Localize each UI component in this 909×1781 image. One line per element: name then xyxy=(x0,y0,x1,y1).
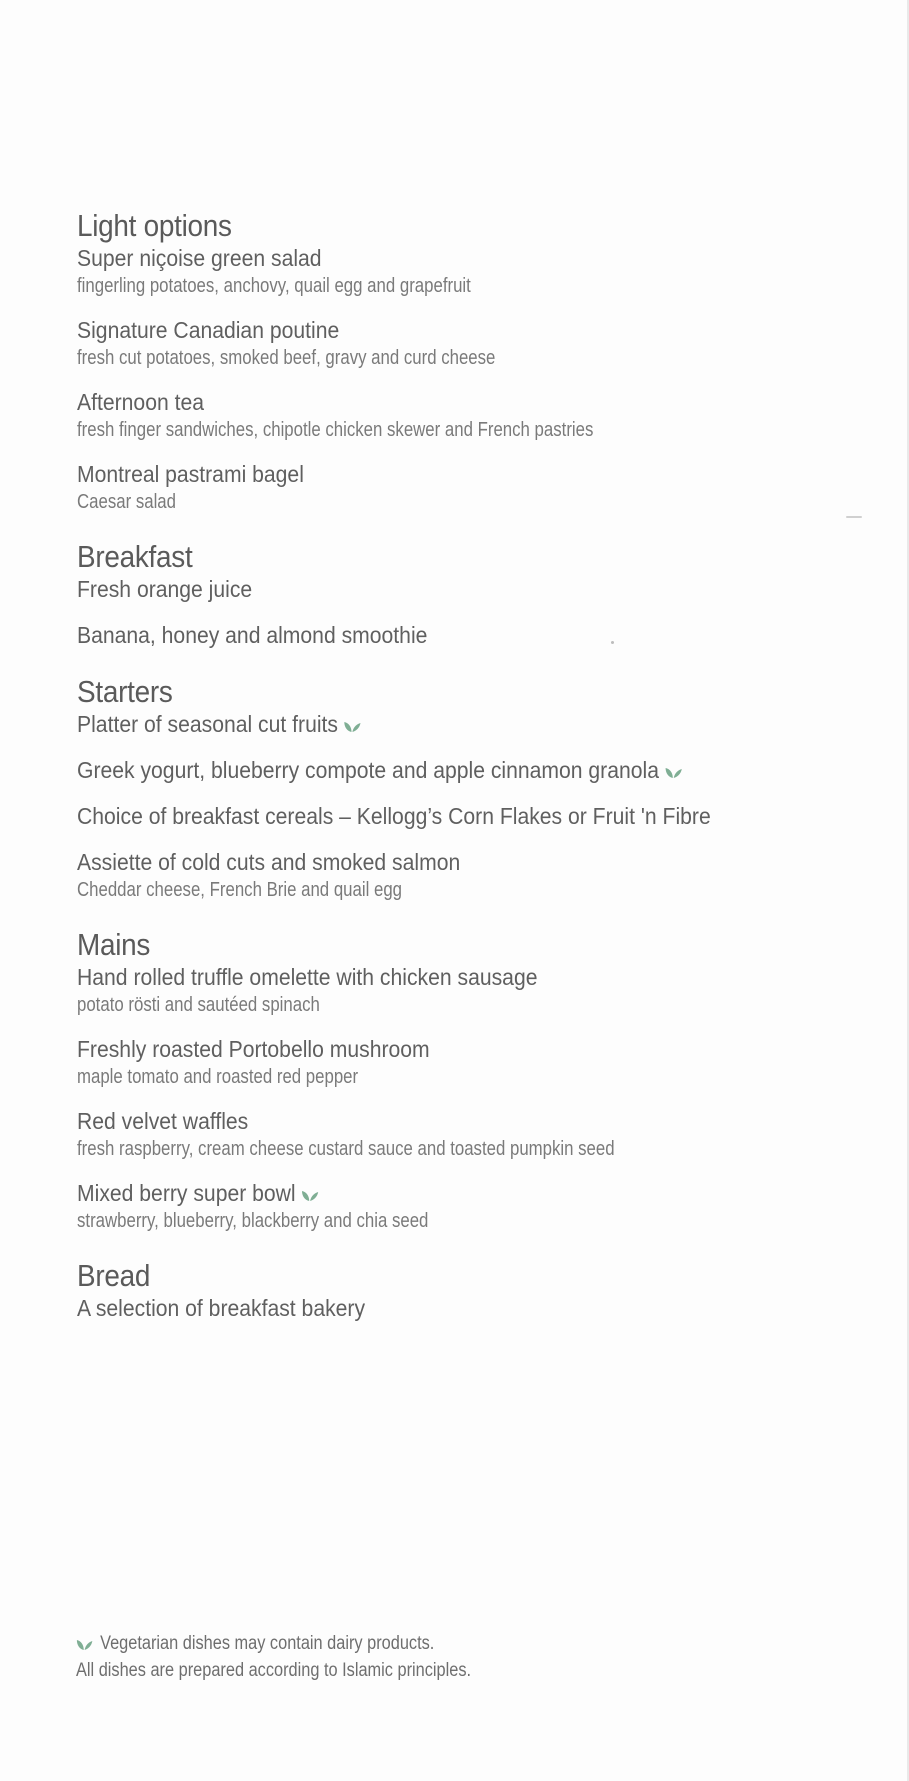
dish-name: Afternoon tea xyxy=(77,389,204,415)
menu-item xyxy=(77,1294,877,1323)
section-title: Bread xyxy=(77,1258,151,1293)
dish-name: Platter of seasonal cut fruits xyxy=(77,711,338,737)
footnote-vegetarian-line xyxy=(76,1630,678,1657)
dish-name: Signature Canadian poutine xyxy=(77,317,340,343)
menu-item xyxy=(77,848,877,903)
menu-item xyxy=(77,1179,877,1234)
dish-name-row xyxy=(77,963,797,992)
menu-section xyxy=(77,927,877,1234)
dish-description: fingerling potatoes, anchovy, quail egg and grapefruit xyxy=(77,275,471,297)
dish-name: Hand rolled truffle omelette with chicken sausage xyxy=(77,964,538,990)
section-title: Starters xyxy=(77,674,173,709)
dish-name: Freshly roasted Portobello mushroom xyxy=(77,1036,430,1062)
dish-name: Red velvet waffles xyxy=(77,1108,249,1134)
menu-item xyxy=(77,756,877,785)
menu-item xyxy=(77,316,877,371)
footnote xyxy=(76,1630,776,1684)
dish-name-row xyxy=(77,1107,797,1136)
menu-item xyxy=(77,460,877,515)
menu-item xyxy=(77,244,877,299)
dish-name-row xyxy=(77,316,797,345)
dish-description: strawberry, blueberry, blackberry and chia seed xyxy=(77,1210,429,1232)
leaf-icon xyxy=(343,719,361,733)
dish-description: Cheddar cheese, French Brie and quail egg xyxy=(77,879,403,901)
dish-description: fresh raspberry, cream cheese custard sauce and toasted pumpkin seed xyxy=(77,1138,615,1160)
menu-section xyxy=(77,674,877,903)
vegetarian-note: Vegetarian dishes may contain dairy products. xyxy=(100,1633,435,1654)
menu-item xyxy=(77,1107,877,1162)
leaf-icon xyxy=(301,1188,319,1202)
dish-name-row xyxy=(77,848,797,877)
dish-description: fresh finger sandwiches, chipotle chicken skewer and French pastries xyxy=(77,419,594,441)
menu-item xyxy=(77,710,877,739)
menu-item xyxy=(77,963,877,1018)
dish-name-row xyxy=(77,621,797,650)
dish-name: Montreal pastrami bagel xyxy=(77,461,304,487)
dish-name-row xyxy=(77,460,797,489)
menu xyxy=(77,208,877,1347)
dish-description: Caesar salad xyxy=(77,491,176,513)
menu-section xyxy=(77,208,877,515)
section-title: Breakfast xyxy=(77,539,193,574)
dish-name: Fresh orange juice xyxy=(77,576,253,602)
dish-name-row xyxy=(77,1179,797,1208)
dish-name-row xyxy=(77,756,797,785)
dish-name: Banana, honey and almond smoothie xyxy=(77,622,428,648)
menu-item xyxy=(77,1035,877,1090)
dish-name-row xyxy=(77,1035,797,1064)
menu-item xyxy=(77,802,877,831)
dish-name-row xyxy=(77,575,797,604)
dish-description: fresh cut potatoes, smoked beef, gravy and curd cheese xyxy=(77,347,496,369)
dish-name: Mixed berry super bowl xyxy=(77,1180,296,1206)
leaf-icon xyxy=(76,1637,93,1651)
leaf-icon xyxy=(664,765,682,779)
dish-name: Choice of breakfast cereals – Kellogg’s Corn Flakes or Fruit 'n Fibre xyxy=(77,803,711,829)
dish-name: Super niçoise green salad xyxy=(77,245,322,271)
dish-name: Assiette of cold cuts and smoked salmon xyxy=(77,849,461,875)
menu-section xyxy=(77,539,877,650)
dish-name: Greek yogurt, blueberry compote and apple cinnamon granola xyxy=(77,757,659,783)
section-title: Mains xyxy=(77,927,151,962)
dish-name-row xyxy=(77,710,797,739)
menu-item xyxy=(77,575,877,604)
dish-name: A selection of breakfast bakery xyxy=(77,1295,366,1321)
menu-section xyxy=(77,1258,877,1323)
dish-description: maple tomato and roasted red pepper xyxy=(77,1066,359,1088)
dish-name-row xyxy=(77,388,797,417)
dish-name-row xyxy=(77,1294,797,1323)
islamic-note: All dishes are prepared according to Islamic principles. xyxy=(76,1660,472,1681)
menu-item xyxy=(77,621,877,650)
dish-description: potato rösti and sautéed spinach xyxy=(77,994,320,1016)
section-title: Light options xyxy=(77,208,232,243)
menu-item xyxy=(77,388,877,443)
dish-name-row xyxy=(77,244,797,273)
dish-name-row xyxy=(77,802,797,831)
